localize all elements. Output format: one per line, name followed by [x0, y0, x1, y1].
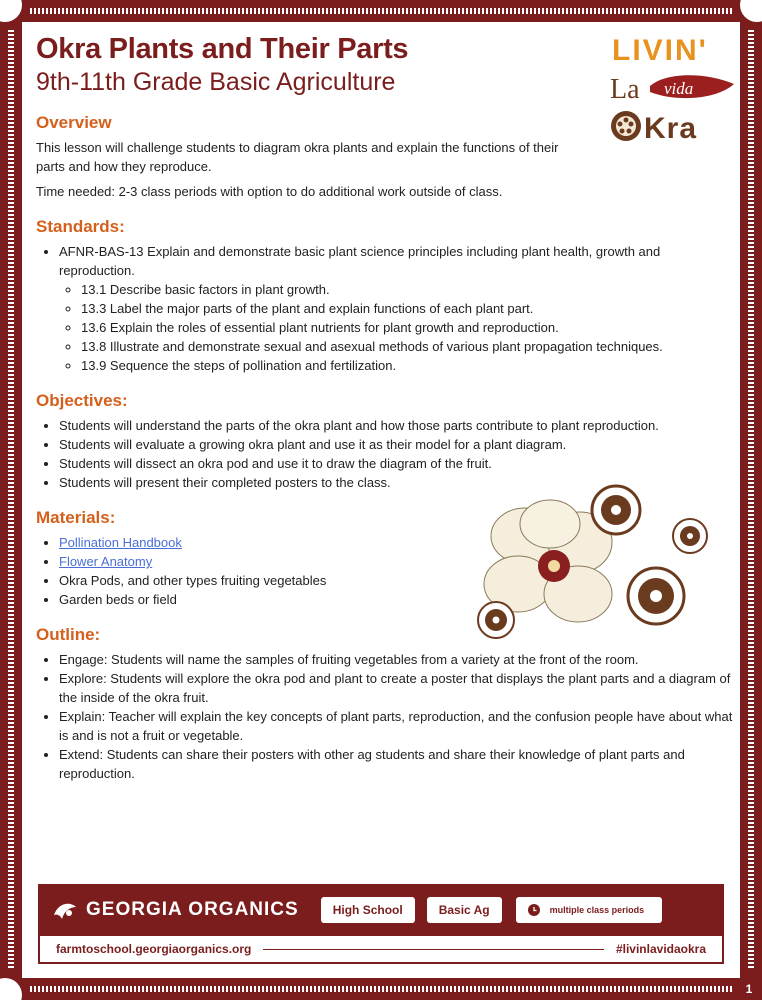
- website-url[interactable]: farmtoschool.georgiaorganics.org: [56, 942, 252, 956]
- tag-duration: [516, 897, 662, 923]
- okra-slice-icon: [628, 568, 684, 624]
- standard-sub-item: ◦ 13.9 Sequence the steps of pollination and fertilization.: [81, 356, 736, 375]
- time-needed-text: Time needed: 2-3 class periods with option to do additional work outside of class.: [36, 184, 503, 199]
- hashtag: #livinlavidaokra: [615, 942, 706, 956]
- page-title: Okra Plants and Their Parts: [36, 33, 409, 65]
- material-item: • Garden beds or field: [59, 590, 736, 609]
- page-border-left: [0, 0, 22, 1000]
- material-item: • Okra Pods, and other types fruiting vegetables: [59, 571, 736, 590]
- georgia-organics-logo-icon: [52, 899, 78, 921]
- footer-url-row: [38, 936, 724, 964]
- standards-list: [36, 242, 736, 375]
- okra-flower-illustration: [470, 484, 720, 644]
- objective-item: • Students will present their completed posters to the class.: [59, 473, 736, 492]
- logo-line1: LIVIN': [612, 34, 708, 67]
- okra-slice-icon: [592, 486, 640, 534]
- okra-slice-icon: [478, 602, 514, 638]
- page-border-top: [0, 0, 762, 22]
- georgia-organics-brand: [52, 899, 299, 921]
- objectives-list: [36, 416, 736, 492]
- outline-item: • Explain: Teacher will explain the key concepts of plant parts, reproduction, and the confusion people have about what is and is not a fruit or vegetable.: [59, 707, 736, 745]
- logo-line2a: La: [610, 74, 640, 105]
- logo-line3: Kra: [644, 112, 698, 145]
- standard-sub-item: ◦ 13.3 Label the major parts of the plant and explain functions of each plant part.: [81, 299, 736, 318]
- standard-sublist: [59, 280, 736, 375]
- clock-icon: [528, 904, 540, 916]
- logo-line2b: vida: [664, 79, 694, 98]
- materials-heading: Materials:: [36, 508, 116, 527]
- tag-basic-ag: Basic Ag: [427, 897, 502, 923]
- objective-item: • Students will understand the parts of the okra plant and how those parts contribute to plant reproduction.: [59, 416, 736, 435]
- page-subtitle: 9th-11th Grade Basic Agriculture: [36, 68, 396, 96]
- overview-heading: Overview: [36, 113, 112, 132]
- outline-list: [36, 650, 736, 783]
- tag-high-school: High School: [321, 897, 415, 923]
- footer: [38, 884, 724, 964]
- duration-label: multiple class periods: [549, 905, 645, 915]
- okra-slice-icon: [673, 519, 707, 553]
- standards-heading: Standards:: [36, 217, 125, 236]
- standard-sub-item: ◦ 13.1 Describe basic factors in plant growth.: [81, 280, 736, 299]
- standard-sub-item: ◦ 13.6 Explain the roles of essential plant nutrients for plant growth and reproduction.: [81, 318, 736, 337]
- brand-name: GEORGIA ORGANICS: [86, 899, 299, 920]
- outline-item: • Engage: Students will name the samples of fruiting vegetables from a variety at the front of the room.: [59, 650, 736, 669]
- page-number: 1: [745, 982, 753, 996]
- objective-item: • Students will evaluate a growing okra plant and use it as their model for a plant diagram.: [59, 435, 736, 454]
- outline-item: • Explore: Students will explore the okra pod and plant to create a poster that displays the plant parts and a diagram of the inside of the okra fruit.: [59, 669, 736, 707]
- footer-divider: [263, 949, 604, 950]
- overview-text: This lesson will challenge students to diagram okra plants and explain the functions of their parts and how they reproduce.: [36, 140, 559, 174]
- objective-item: • Students will dissect an okra pod and use it to draw the diagram of the fruit.: [59, 454, 736, 473]
- standard-item: [59, 242, 736, 375]
- standard-sub-item: ◦ 13.8 Illustrate and demonstrate sexual and asexual methods of various plant propagation techniques.: [81, 337, 736, 356]
- outline-item: • Extend: Students can share their posters with other ag students and share their knowledge of plant parts and reproduction.: [59, 745, 736, 783]
- page-border-bottom: [0, 978, 762, 1000]
- footer-bar: [38, 884, 724, 936]
- objectives-heading: Objectives:: [36, 391, 128, 410]
- page-border-right: [740, 0, 762, 1000]
- flower-anatomy-link[interactable]: Flower Anatomy: [59, 554, 153, 569]
- outline-heading: Outline:: [36, 625, 101, 644]
- pollination-handbook-link[interactable]: Pollination Handbook: [59, 535, 182, 550]
- lesson-content: [36, 32, 736, 783]
- standard-main-text: AFNR-BAS-13 Explain and demonstrate basic plant science principles including plant health, growth and reproduction.: [59, 244, 661, 278]
